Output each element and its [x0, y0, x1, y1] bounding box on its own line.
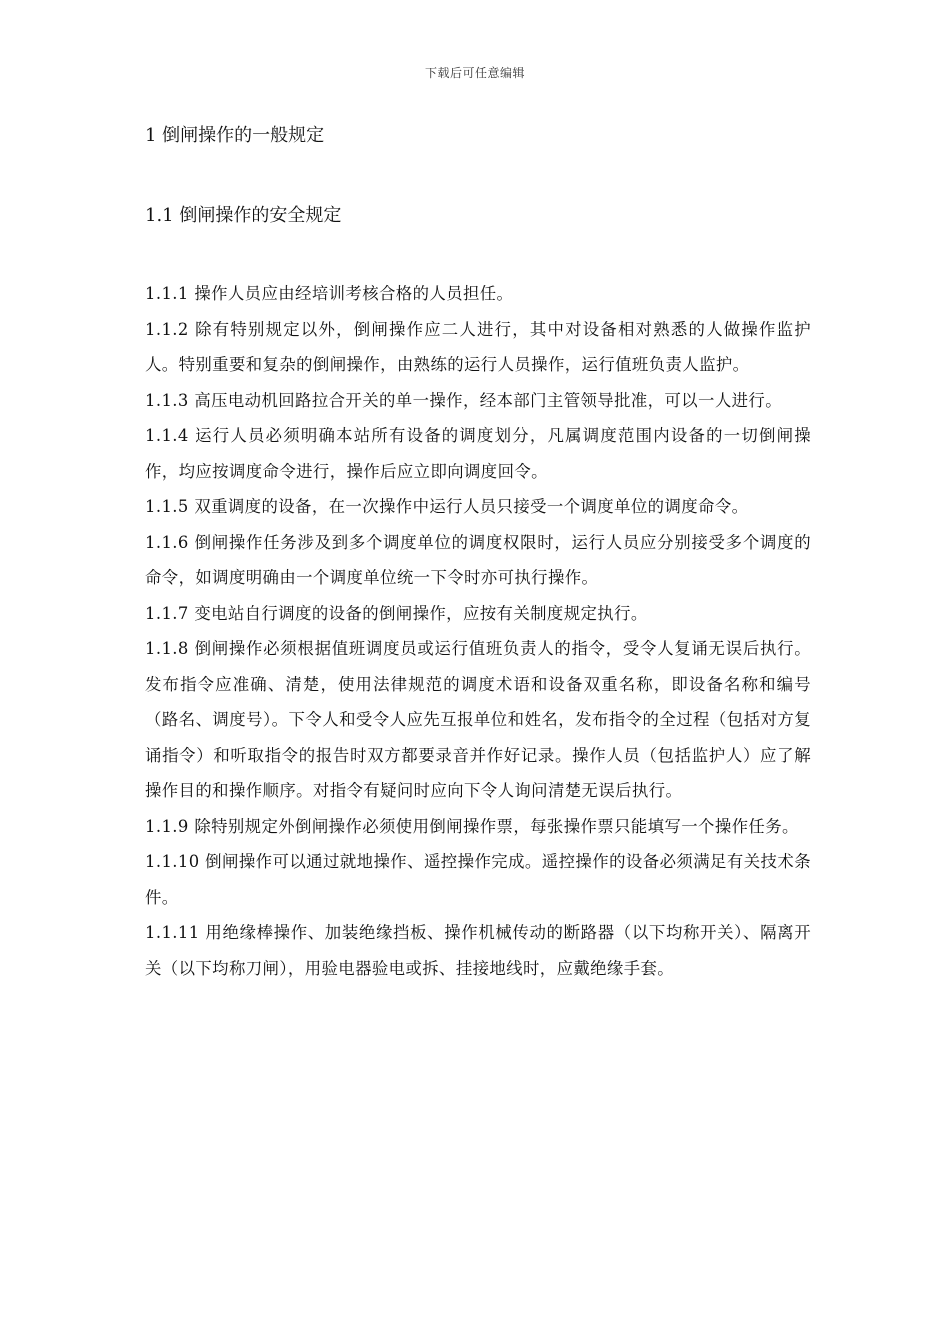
clause-1-1-5: 1.1.5 双重调度的设备，在一次操作中运行人员只接受一个调度单位的调度命令。 [145, 497, 749, 516]
clause-1-1-1: 1.1.1 操作人员应由经培训考核合格的人员担任。 [145, 284, 514, 303]
section-heading-1-1: 1.1 倒闸操作的安全规定 [145, 205, 342, 226]
clause-1-1-2: 1.1.2 除有特别规定以外，倒闸操作应二人进行，其中对设备相对熟悉的人做操作监护人。特别重要和复杂的倒闸操作，由熟练的运行人员操作，运行值班负责人监护。 [145, 319, 811, 374]
clause-1-1-10: 1.1.10 倒闸操作可以通过就地操作、遥控操作完成。遥控操作的设备必须满足有关技术条件。 [145, 852, 811, 907]
clause-1-1-4: 1.1.4 运行人员必须明确本站所有设备的调度划分，凡属调度范围内设备的一切倒闸操作，均应按调度命令进行，操作后应立即向调度回令。 [145, 426, 811, 481]
section-heading-1: 1 倒闸操作的一般规定 [145, 125, 325, 146]
clause-1-1-7: 1.1.7 变电站自行调度的设备的倒闸操作，应按有关制度规定执行。 [145, 603, 648, 623]
page-header-note: 下载后可任意编辑 [424, 66, 525, 80]
document-body [145, 122, 811, 986]
clause-1-1-9: 1.1.9 除特别规定外倒闸操作必须使用倒闸操作票，每张操作票只能填写一个操作任务。 [145, 816, 799, 836]
clause-1-1-6: 1.1.6 倒闸操作任务涉及到多个调度单位的调度权限时，运行人员应分别接受多个调度的命令，如调度明确由一个调度单位统一下令时亦可执行操作。 [145, 532, 811, 587]
clause-1-1-8: 1.1.8 倒闸操作必须根据值班调度员或运行值班负责人的指令，受令人复诵无误后执行。发布指令应准确、清楚，使用法律规范的调度术语和设备双重名称，即设备名称和编号（路名、调度号）。下令人和受令人应先互报单位和姓名，发布指令的全过程（包括对方复诵指令）和听取指令的报告时双方都要录音并作好记录。操作人员（包括监护人）应了解操作目的和操作顺序。对指令有疑问时应向下令人询问清楚无误后执行。 [145, 639, 811, 800]
clause-1-1-3: 1.1.3 高压电动机回路拉合开关的单一操作，经本部门主管领导批准，可以一人进行。 [145, 390, 782, 410]
clause-1-1-11: 1.1.11 用绝缘棒操作、加装绝缘挡板、操作机械传动的断路器（以下均称开关）、隔离开关（以下均称刀闸），用验电器验电或拆、挂接地线时，应戴绝缘手套。 [145, 923, 811, 978]
